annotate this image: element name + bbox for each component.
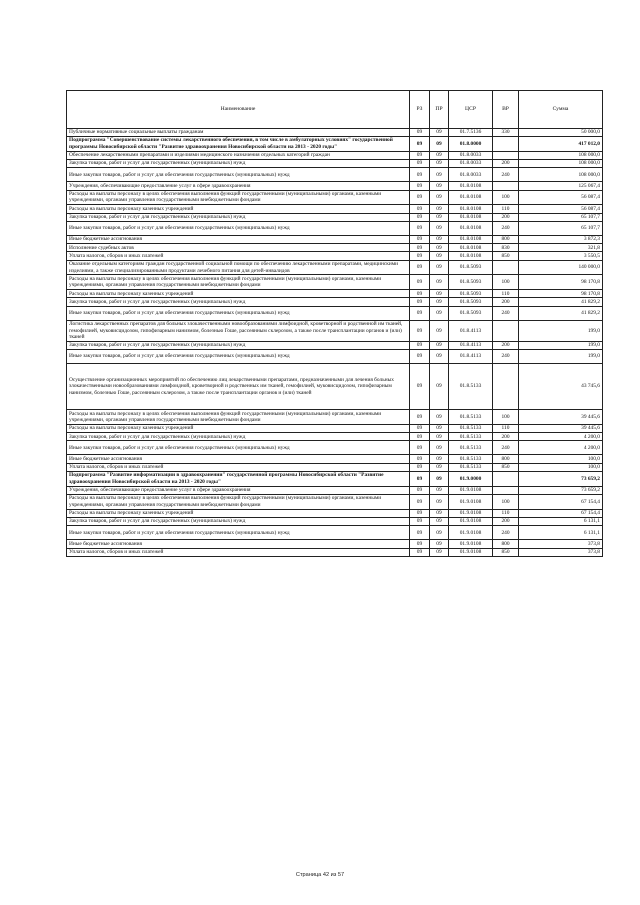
cell-sum: 67 154,4 (519, 495, 603, 510)
cell-rz: 09 (410, 486, 430, 494)
table-row (67, 168, 603, 182)
cell-name: Уплата налогов, сборов и иных платежей (67, 548, 410, 556)
cell-csr: 01.8.5133 (449, 455, 493, 463)
page-footer: Страница 42 из 57 (295, 872, 345, 878)
header-csr: ЦСР (449, 91, 493, 129)
cell-sum: 199,0 (519, 350, 603, 364)
cell-csr: 01.8.5133 (449, 463, 493, 471)
cell-rz: 09 (410, 364, 430, 410)
cell-vr (493, 151, 519, 159)
cell-name: Иные бюджетные ассигнования (67, 540, 410, 548)
table-row (67, 298, 603, 306)
cell-name: Закупка товаров, работ и услуг для государственных (муниципальных) нужд (67, 518, 410, 526)
cell-pr: 09 (430, 364, 449, 410)
cell-csr: 01.8.5093 (449, 290, 493, 298)
cell-pr: 09 (430, 298, 449, 306)
cell-sum: 41 829,2 (519, 298, 603, 306)
cell-sum: 3 550,5 (519, 252, 603, 260)
cell-pr: 09 (430, 160, 449, 168)
cell-sum: 98 170,8 (519, 290, 603, 298)
table-row (67, 205, 603, 213)
cell-rz: 09 (410, 128, 430, 136)
cell-pr: 09 (430, 548, 449, 556)
cell-sum: 3 872,3 (519, 235, 603, 243)
header-rz: РЗ (410, 91, 430, 129)
table-header (67, 91, 603, 129)
table-row (67, 213, 603, 221)
cell-name: Закупка товаров, работ и услуг для государственных (муниципальных) нужд (67, 160, 410, 168)
cell-rz: 09 (410, 168, 430, 182)
table-row (67, 526, 603, 540)
table-row (67, 364, 603, 410)
cell-vr: 200 (493, 341, 519, 349)
table-row (67, 486, 603, 494)
cell-pr: 09 (430, 350, 449, 364)
cell-csr: 01.9.0108 (449, 540, 493, 548)
cell-csr: 01.8.0033 (449, 160, 493, 168)
cell-vr: 110 (493, 205, 519, 213)
cell-pr: 09 (430, 275, 449, 290)
cell-csr: 01.8.0033 (449, 168, 493, 182)
table-row (67, 182, 603, 190)
cell-csr: 01.8.5133 (449, 433, 493, 441)
cell-vr: 100 (493, 190, 519, 205)
table-row (67, 260, 603, 275)
cell-rz: 09 (410, 306, 430, 320)
table-row (67, 518, 603, 526)
cell-rz: 09 (410, 260, 430, 275)
cell-rz: 09 (410, 160, 430, 168)
cell-vr: 240 (493, 441, 519, 455)
cell-vr: 100 (493, 275, 519, 290)
cell-pr: 09 (430, 495, 449, 510)
cell-name: Расходы на выплаты персоналу казенных учреждений (67, 205, 410, 213)
table-row (67, 341, 603, 349)
cell-rz: 09 (410, 509, 430, 517)
table-row (67, 455, 603, 463)
cell-rz: 09 (410, 320, 430, 341)
cell-vr: 800 (493, 455, 519, 463)
cell-rz: 09 (410, 518, 430, 526)
cell-name: Публичные нормативные социальные выплаты гражданам (67, 128, 410, 136)
cell-sum: 199,0 (519, 341, 603, 349)
table-row (67, 244, 603, 252)
cell-rz: 09 (410, 472, 430, 487)
cell-pr: 09 (430, 509, 449, 517)
cell-vr: 200 (493, 160, 519, 168)
cell-pr: 09 (430, 410, 449, 425)
cell-rz: 09 (410, 540, 430, 548)
budget-table (66, 90, 603, 557)
table-row (67, 275, 603, 290)
cell-vr: 330 (493, 128, 519, 136)
cell-pr: 09 (430, 168, 449, 182)
cell-sum: 6 131,1 (519, 526, 603, 540)
cell-sum: 4 200,0 (519, 433, 603, 441)
cell-sum: 41 829,2 (519, 306, 603, 320)
cell-pr: 09 (430, 128, 449, 136)
cell-pr: 09 (430, 213, 449, 221)
cell-sum: 140 000,0 (519, 260, 603, 275)
cell-pr: 09 (430, 137, 449, 152)
cell-csr: 01.8.0108 (449, 235, 493, 243)
cell-sum: 67 154,4 (519, 509, 603, 517)
cell-name: Иные закупки товаров, работ и услуг для обеспечения государственных (муниципальных) нужд (67, 350, 410, 364)
cell-pr: 09 (430, 151, 449, 159)
cell-pr: 09 (430, 190, 449, 205)
cell-name: Иные закупки товаров, работ и услуг для обеспечения государственных (муниципальных) нужд (67, 306, 410, 320)
cell-name: Расходы на выплаты персоналу в целях обеспечения выполнения функций государственными (муниципальными) органами, казенными учреждениями, органами управления государственными внебюджетными фондами (67, 190, 410, 205)
cell-rz: 09 (410, 137, 430, 152)
cell-csr: 01.8.0033 (449, 151, 493, 159)
cell-csr: 01.8.0108 (449, 221, 493, 235)
cell-name: Подпрограмма "Развитие информатизации в здравоохранении" государственной программы Новосибирской области "Развитие здравоохранения Новосибирской области на 2013 - 2020 годы" (67, 472, 410, 487)
cell-name: Логистика лекарственных препаратов для больных злокачественными новообразованиями лимфоидной, кроветворной и родственной им тканей, гемофилией, муковисцидозом, гипофизарным нанизмом, болезнью Гоше, рассеянным склерозом, а также после трансплантации органов и (или) тканей (67, 320, 410, 341)
cell-vr: 240 (493, 306, 519, 320)
cell-pr: 09 (430, 518, 449, 526)
cell-vr: 200 (493, 433, 519, 441)
cell-pr: 09 (430, 221, 449, 235)
cell-rz: 09 (410, 495, 430, 510)
cell-rz: 09 (410, 548, 430, 556)
cell-name: Закупка товаров, работ и услуг для государственных (муниципальных) нужд (67, 213, 410, 221)
table-row (67, 463, 603, 471)
cell-sum: 108 000,0 (519, 151, 603, 159)
table-row (67, 160, 603, 168)
cell-rz: 09 (410, 221, 430, 235)
cell-rz: 09 (410, 298, 430, 306)
cell-csr: 01.8.5093 (449, 306, 493, 320)
cell-sum: 108 000,0 (519, 168, 603, 182)
cell-rz: 09 (410, 341, 430, 349)
cell-vr: 200 (493, 213, 519, 221)
cell-name: Уплата налогов, сборов и иных платежей (67, 463, 410, 471)
cell-pr: 09 (430, 455, 449, 463)
cell-csr: 01.8.5133 (449, 441, 493, 455)
cell-pr: 09 (430, 235, 449, 243)
cell-sum: 73 659,2 (519, 486, 603, 494)
table-row (67, 433, 603, 441)
cell-pr: 09 (430, 290, 449, 298)
cell-rz: 09 (410, 151, 430, 159)
cell-sum: 125 067,4 (519, 182, 603, 190)
cell-csr: 01.9.0000 (449, 472, 493, 487)
cell-name: Подпрограмма "Совершенствование системы лекарственного обеспечения, в том числе в амбулаторных условиях" государственной программы Новосибирской области "Развитие здравоохранения Новосибирской области на 2013 - 2020 годы" (67, 137, 410, 152)
cell-csr: 01.9.0108 (449, 486, 493, 494)
cell-csr: 01.9.0108 (449, 518, 493, 526)
cell-csr: 01.8.4113 (449, 350, 493, 364)
cell-sum: 100,0 (519, 463, 603, 471)
cell-sum: 6 131,1 (519, 518, 603, 526)
cell-vr: 110 (493, 290, 519, 298)
cell-vr: 200 (493, 518, 519, 526)
cell-sum: 73 659,2 (519, 472, 603, 487)
cell-name: Расходы на выплаты персоналу в целях обеспечения выполнения функций государственными (муниципальными) органами, казенными учреждениями, органами управления государственными внебюджетными фондами (67, 410, 410, 425)
table-header-row (67, 91, 603, 129)
cell-csr: 01.8.5093 (449, 260, 493, 275)
cell-sum: 65 107,7 (519, 221, 603, 235)
cell-csr: 01.8.0108 (449, 190, 493, 205)
cell-rz: 09 (410, 410, 430, 425)
table-row (67, 221, 603, 235)
cell-csr: 01.8.5093 (449, 275, 493, 290)
table-row (67, 424, 603, 432)
cell-name: Расходы на выплаты персоналу в целях обеспечения выполнения функций государственными (муниципальными) органами, казенными учреждениями, органами управления государственными внебюджетными фондами (67, 275, 410, 290)
header-vr: ВР (493, 91, 519, 129)
cell-csr: 01.7.5136 (449, 128, 493, 136)
cell-vr: 240 (493, 221, 519, 235)
cell-csr: 01.8.4113 (449, 341, 493, 349)
cell-name: Закупка товаров, работ и услуг для государственных (муниципальных) нужд (67, 341, 410, 349)
cell-csr: 01.8.5133 (449, 364, 493, 410)
cell-sum: 321,8 (519, 244, 603, 252)
table-row (67, 495, 603, 510)
cell-vr (493, 486, 519, 494)
table-row (67, 290, 603, 298)
cell-rz: 09 (410, 350, 430, 364)
cell-pr: 09 (430, 486, 449, 494)
cell-pr: 09 (430, 472, 449, 487)
cell-sum: 4 200,0 (519, 441, 603, 455)
cell-sum: 39 445,6 (519, 424, 603, 432)
cell-csr: 01.8.0108 (449, 182, 493, 190)
cell-sum: 199,0 (519, 320, 603, 341)
cell-rz: 09 (410, 433, 430, 441)
cell-rz: 09 (410, 190, 430, 205)
cell-csr: 01.8.0108 (449, 252, 493, 260)
cell-sum: 373,8 (519, 540, 603, 548)
cell-vr (493, 137, 519, 152)
cell-name: Иные закупки товаров, работ и услуг для обеспечения государственных (муниципальных) нужд (67, 526, 410, 540)
cell-csr: 01.9.0108 (449, 548, 493, 556)
table-row (67, 252, 603, 260)
cell-pr: 09 (430, 252, 449, 260)
cell-name: Иные закупки товаров, работ и услуг для обеспечения государственных (муниципальных) нужд (67, 221, 410, 235)
cell-pr: 09 (430, 260, 449, 275)
cell-rz: 09 (410, 213, 430, 221)
cell-rz: 09 (410, 290, 430, 298)
cell-pr: 09 (430, 540, 449, 548)
cell-rz: 09 (410, 455, 430, 463)
cell-pr: 09 (430, 441, 449, 455)
cell-rz: 09 (410, 275, 430, 290)
header-sum: Сумма (519, 91, 603, 129)
cell-name: Обеспечение лекарственными препаратами и изделиями медицинского назначения отдельных категорий граждан (67, 151, 410, 159)
cell-sum: 56 087,4 (519, 190, 603, 205)
cell-vr: 200 (493, 298, 519, 306)
cell-sum: 373,8 (519, 548, 603, 556)
cell-vr: 850 (493, 548, 519, 556)
cell-name: Исполнение судебных актов (67, 244, 410, 252)
cell-vr: 240 (493, 526, 519, 540)
table-row (67, 320, 603, 341)
cell-sum: 98 170,8 (519, 275, 603, 290)
cell-rz: 09 (410, 205, 430, 213)
cell-sum: 417 012,0 (519, 137, 603, 152)
cell-vr: 240 (493, 168, 519, 182)
cell-csr: 01.8.0108 (449, 213, 493, 221)
cell-sum: 43 745,6 (519, 364, 603, 410)
cell-vr: 110 (493, 424, 519, 432)
cell-pr: 09 (430, 463, 449, 471)
table-row (67, 548, 603, 556)
table-row (67, 128, 603, 136)
table-row (67, 540, 603, 548)
table-row (67, 441, 603, 455)
cell-vr (493, 472, 519, 487)
cell-pr: 09 (430, 526, 449, 540)
header-name: Наименование (67, 91, 410, 129)
cell-vr: 800 (493, 540, 519, 548)
cell-name: Расходы на выплаты персоналу казенных учреждений (67, 290, 410, 298)
cell-vr: 110 (493, 509, 519, 517)
cell-pr: 09 (430, 424, 449, 432)
cell-csr: 01.8.0108 (449, 244, 493, 252)
cell-vr: 830 (493, 244, 519, 252)
cell-vr: 850 (493, 463, 519, 471)
table-row (67, 306, 603, 320)
cell-sum: 50 000,0 (519, 128, 603, 136)
cell-name: Расходы на выплаты персоналу казенных учреждений (67, 509, 410, 517)
cell-name: Расходы на выплаты персоналу в целях обеспечения выполнения функций государственными (муниципальными) органами, казенными учреждениями, органами управления государственными внебюджетными фондами (67, 495, 410, 510)
cell-csr: 01.9.0108 (449, 526, 493, 540)
cell-vr (493, 320, 519, 341)
cell-sum: 39 445,6 (519, 410, 603, 425)
cell-sum: 56 087,4 (519, 205, 603, 213)
cell-name: Закупка товаров, работ и услуг для государственных (муниципальных) нужд (67, 433, 410, 441)
cell-rz: 09 (410, 235, 430, 243)
cell-vr (493, 364, 519, 410)
cell-pr: 09 (430, 205, 449, 213)
cell-name: Учреждения, обеспечивающие предоставление услуг в сфере здравоохранения (67, 486, 410, 494)
cell-csr: 01.8.4113 (449, 320, 493, 341)
cell-vr: 850 (493, 252, 519, 260)
cell-vr (493, 182, 519, 190)
cell-rz: 09 (410, 526, 430, 540)
cell-name: Иные закупки товаров, работ и услуг для обеспечения государственных (муниципальных) нужд (67, 441, 410, 455)
table-row (67, 137, 603, 152)
table-row (67, 472, 603, 487)
cell-name: Иные бюджетные ассигнования (67, 235, 410, 243)
cell-csr: 01.8.5133 (449, 410, 493, 425)
cell-rz: 09 (410, 252, 430, 260)
cell-sum: 100,0 (519, 455, 603, 463)
table-row (67, 509, 603, 517)
cell-vr (493, 260, 519, 275)
cell-vr: 240 (493, 350, 519, 364)
cell-rz: 09 (410, 441, 430, 455)
cell-rz: 09 (410, 463, 430, 471)
header-pr: ПР (430, 91, 449, 129)
cell-name: Иные закупки товаров, работ и услуг для обеспечения государственных (муниципальных) нужд (67, 168, 410, 182)
cell-name: Осуществление организационных мероприятий по обеспечению лиц лекарственными препаратами, предназначенными для лечения больных злокачественными новообразованиями лимфоидной, кроветворной и родственных им тканей, гемофилией, муковисцидозом, гипофизарным нанизмом, болезнью Гоше, рассеянным склерозом, а также после трансплантации органов и (или) тканей (67, 364, 410, 410)
cell-vr: 100 (493, 410, 519, 425)
cell-name: Иные бюджетные ассигнования (67, 455, 410, 463)
cell-name: Закупка товаров, работ и услуг для государственных (муниципальных) нужд (67, 298, 410, 306)
cell-pr: 09 (430, 320, 449, 341)
cell-pr: 09 (430, 244, 449, 252)
cell-csr: 01.9.0108 (449, 509, 493, 517)
cell-sum: 108 000,0 (519, 160, 603, 168)
cell-name: Расходы на выплаты персоналу казенных учреждений (67, 424, 410, 432)
table-row (67, 151, 603, 159)
cell-rz: 09 (410, 182, 430, 190)
table-row (67, 410, 603, 425)
table-row (67, 190, 603, 205)
cell-pr: 09 (430, 433, 449, 441)
cell-csr: 01.8.0000 (449, 137, 493, 152)
cell-vr: 800 (493, 235, 519, 243)
cell-name: Оказание отдельным категориям граждан государственной социальной помощи по обеспечению лекарственными препаратами, медицинскими изделиями, а также специализированными продуктами лечебного питания для детей-инвалидов (67, 260, 410, 275)
cell-csr: 01.8.5093 (449, 298, 493, 306)
cell-vr: 100 (493, 495, 519, 510)
table-row (67, 350, 603, 364)
table-row (67, 235, 603, 243)
cell-sum: 65 107,7 (519, 213, 603, 221)
cell-pr: 09 (430, 341, 449, 349)
table-body (67, 128, 603, 556)
cell-csr: 01.8.5133 (449, 424, 493, 432)
cell-csr: 01.8.0108 (449, 205, 493, 213)
cell-rz: 09 (410, 424, 430, 432)
cell-rz: 09 (410, 244, 430, 252)
cell-name: Уплата налогов, сборов и иных платежей (67, 252, 410, 260)
cell-name: Учреждения, обеспечивающие предоставление услуг в сфере здравоохранения (67, 182, 410, 190)
cell-pr: 09 (430, 182, 449, 190)
cell-csr: 01.9.0108 (449, 495, 493, 510)
cell-pr: 09 (430, 306, 449, 320)
